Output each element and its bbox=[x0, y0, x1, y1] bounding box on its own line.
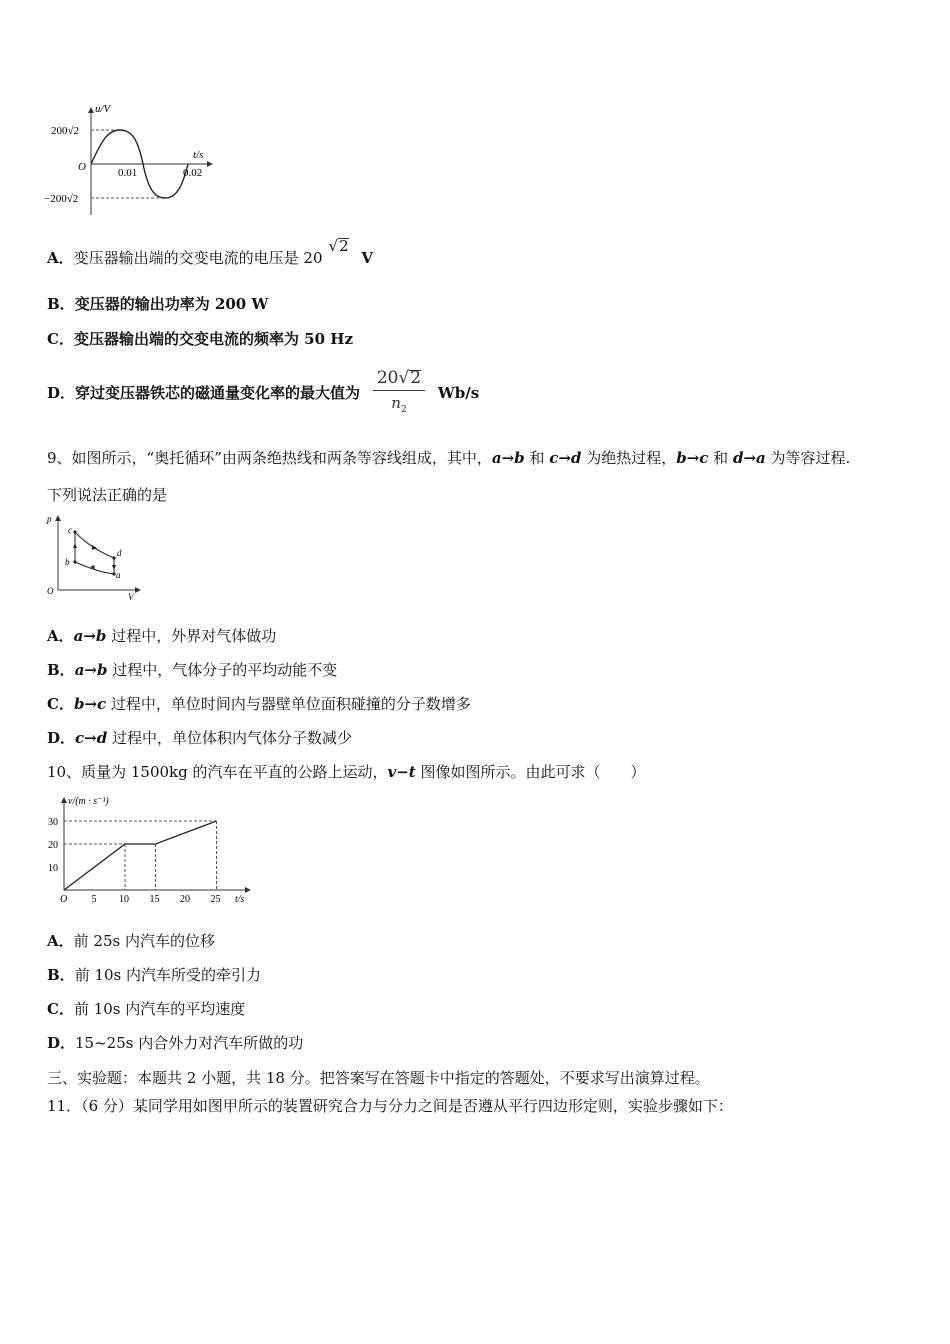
sine-xtick-1: 0.01 bbox=[118, 167, 138, 179]
q8-option-c-text: 变压器输出端的交变电流的频率为 50 Hz bbox=[73, 330, 353, 348]
q8-option-c bbox=[47, 329, 353, 349]
otto-v-label: V bbox=[128, 592, 134, 602]
q9-stem-part1: 9、如图所示，“奥托循环”由两条绝热线和两条等容线组成，其中， bbox=[47, 449, 492, 467]
q9-option-a-proc: a→b bbox=[73, 627, 107, 645]
q11-stem: 11．（6 分）某同学用如图甲所示的装置研究合力与分力之间是否遵从平行四边形定则，实验步骤如下： bbox=[47, 1097, 733, 1115]
q8-option-b-letter: B． bbox=[47, 295, 75, 313]
q9-option-c-text: 过程中，单位时间内与器壁单位面积碰撞的分子数增多 bbox=[106, 695, 471, 713]
q9-option-b-proc: a→b bbox=[74, 661, 108, 679]
q10-option-a-text: 前 25s 内汽车的位移 bbox=[73, 932, 215, 950]
q8-option-a-letter: A． bbox=[47, 249, 74, 267]
vt-origin: O bbox=[60, 894, 68, 905]
sine-xlabel: t/s bbox=[193, 149, 204, 161]
sine-xtick-2: 0.02 bbox=[183, 167, 203, 179]
q9-stem-da: d→a bbox=[732, 449, 766, 467]
q9-stem-and2: 和 bbox=[708, 449, 733, 467]
sine-origin: O bbox=[78, 161, 86, 173]
q10-option-d-text: 15~25s 内合外力对汽车所做的功 bbox=[75, 1034, 304, 1052]
vt-ylabel: v/(m · s⁻¹) bbox=[68, 796, 109, 807]
q9-stem-part3: 为等容过程. bbox=[765, 449, 851, 467]
section-3-heading: 三、实验题：本题共 2 小题，共 18 分。把答案写在答题卡中指定的答题处，不要求写出演算过程。 bbox=[47, 1069, 710, 1087]
q9-option-b-text: 过程中，气体分子的平均动能不变 bbox=[107, 661, 338, 679]
q9-option-a-letter: A． bbox=[47, 627, 74, 645]
q9-option-d-letter: D． bbox=[47, 729, 76, 747]
vt-series-line bbox=[64, 821, 217, 890]
sine-ylabel: u/V bbox=[95, 103, 111, 115]
q8-option-d-unit: Wb/s bbox=[437, 384, 480, 402]
q9-option-b-letter: B． bbox=[47, 661, 75, 679]
q9-option-c-letter: C． bbox=[47, 695, 74, 713]
q9-stem-line2: 下列说法正确的是 bbox=[47, 486, 168, 504]
otto-origin: O bbox=[47, 586, 54, 596]
q8-option-d-frac-rad: 2 bbox=[410, 368, 422, 388]
q9-option-c bbox=[47, 694, 471, 714]
q8-option-a-text: 变压器输出端的交变电流的电压是 20 bbox=[73, 249, 323, 267]
q9-option-d bbox=[47, 728, 352, 748]
q10-option-c-letter: C． bbox=[47, 1000, 74, 1018]
sine-ymax-label: 200√2 bbox=[51, 125, 80, 137]
vt-xlabel: t/s bbox=[235, 894, 245, 905]
vt-ytick-10: 10 bbox=[48, 863, 58, 874]
vt-xtick-10: 10 bbox=[119, 894, 129, 905]
q8-option-a-unit: V bbox=[361, 249, 374, 267]
vt-xtick-25: 25 bbox=[210, 894, 221, 905]
q8-option-b bbox=[47, 294, 268, 314]
q10-option-b-letter: B． bbox=[47, 966, 75, 984]
q10-option-c bbox=[47, 999, 245, 1019]
q9-option-d-text: 过程中，单位体积内气体分子数减少 bbox=[107, 729, 352, 747]
q8-option-d bbox=[47, 366, 479, 420]
otto-point-c bbox=[73, 530, 76, 533]
q8-option-d-frac-den: n bbox=[391, 394, 401, 412]
q9-stem-and1: 和 bbox=[524, 449, 550, 467]
q10-option-a-letter: A． bbox=[47, 932, 74, 950]
otto-point-b bbox=[73, 560, 76, 563]
otto-point-d bbox=[112, 556, 115, 559]
vt-xtick-5: 5 bbox=[91, 894, 97, 905]
q9-option-b bbox=[47, 660, 337, 680]
otto-cycle-figure bbox=[42, 510, 152, 602]
q8-option-d-frac-den-sub: 2 bbox=[400, 405, 407, 415]
q10-option-d bbox=[47, 1033, 303, 1053]
vt-ytick-30: 30 bbox=[48, 817, 58, 828]
q8-option-d-frac-num: 20 bbox=[376, 368, 399, 388]
vt-ytick-20: 20 bbox=[48, 840, 58, 851]
q10-option-b-text: 前 10s 内汽车所受的牵引力 bbox=[74, 966, 262, 984]
q10-stem bbox=[47, 762, 646, 782]
otto-label-d: d bbox=[117, 548, 122, 558]
vt-xtick-20: 20 bbox=[180, 894, 190, 905]
q9-stem-cd: c→d bbox=[549, 449, 582, 467]
sine-ymin-label: −200√2 bbox=[44, 193, 79, 205]
q8-option-c-letter: C． bbox=[47, 330, 74, 348]
q8-option-d-letter: D． bbox=[47, 384, 76, 402]
q9-option-a bbox=[47, 626, 276, 646]
sine-voltage-figure bbox=[40, 100, 220, 220]
otto-label-a: a bbox=[116, 570, 121, 580]
q8-option-d-fraction: $\frac{20√2}{n_2}$ bbox=[373, 368, 425, 420]
q9-option-a-text: 过程中，外界对气体做功 bbox=[106, 627, 277, 645]
vt-chart bbox=[40, 792, 260, 910]
q10-stem-vt: v−t bbox=[387, 763, 416, 781]
q8-option-a-radicand: 2 bbox=[339, 237, 349, 255]
q9-stem-ab: a→b bbox=[491, 449, 525, 467]
q10-option-a bbox=[47, 931, 215, 951]
q9-stem bbox=[47, 448, 850, 468]
q9-option-c-proc: b→c bbox=[73, 695, 107, 713]
otto-label-b: b bbox=[65, 557, 70, 567]
q8-option-a: A．变压器输出端的交变电流的电压是 20√2 V bbox=[47, 237, 374, 267]
q10-option-d-letter: D． bbox=[47, 1034, 76, 1052]
q9-stem-part2: 为绝热过程， bbox=[581, 449, 677, 467]
q10-option-c-text: 前 10s 内汽车的平均速度 bbox=[73, 1000, 246, 1018]
otto-label-c: c bbox=[68, 525, 72, 535]
q10-stem-b: 图像如图所示。由此可求（ ） bbox=[415, 763, 646, 781]
vt-xtick-15: 15 bbox=[149, 894, 160, 905]
otto-path-cd bbox=[75, 532, 114, 558]
q9-stem-bc: b→c bbox=[676, 449, 709, 467]
q8-option-b-text: 变压器的输出功率为 200 W bbox=[74, 295, 269, 313]
otto-arrow-3 bbox=[73, 543, 77, 548]
q10-option-b bbox=[47, 965, 261, 985]
q9-option-d-proc: c→d bbox=[75, 729, 108, 747]
otto-p-label: p bbox=[47, 514, 52, 524]
q8-option-d-text: 穿过变压器铁芯的磁通量变化率的最大值为 bbox=[75, 384, 361, 402]
q10-stem-a: 10、质量为 1500kg 的汽车在平直的公路上运动， bbox=[47, 763, 388, 781]
